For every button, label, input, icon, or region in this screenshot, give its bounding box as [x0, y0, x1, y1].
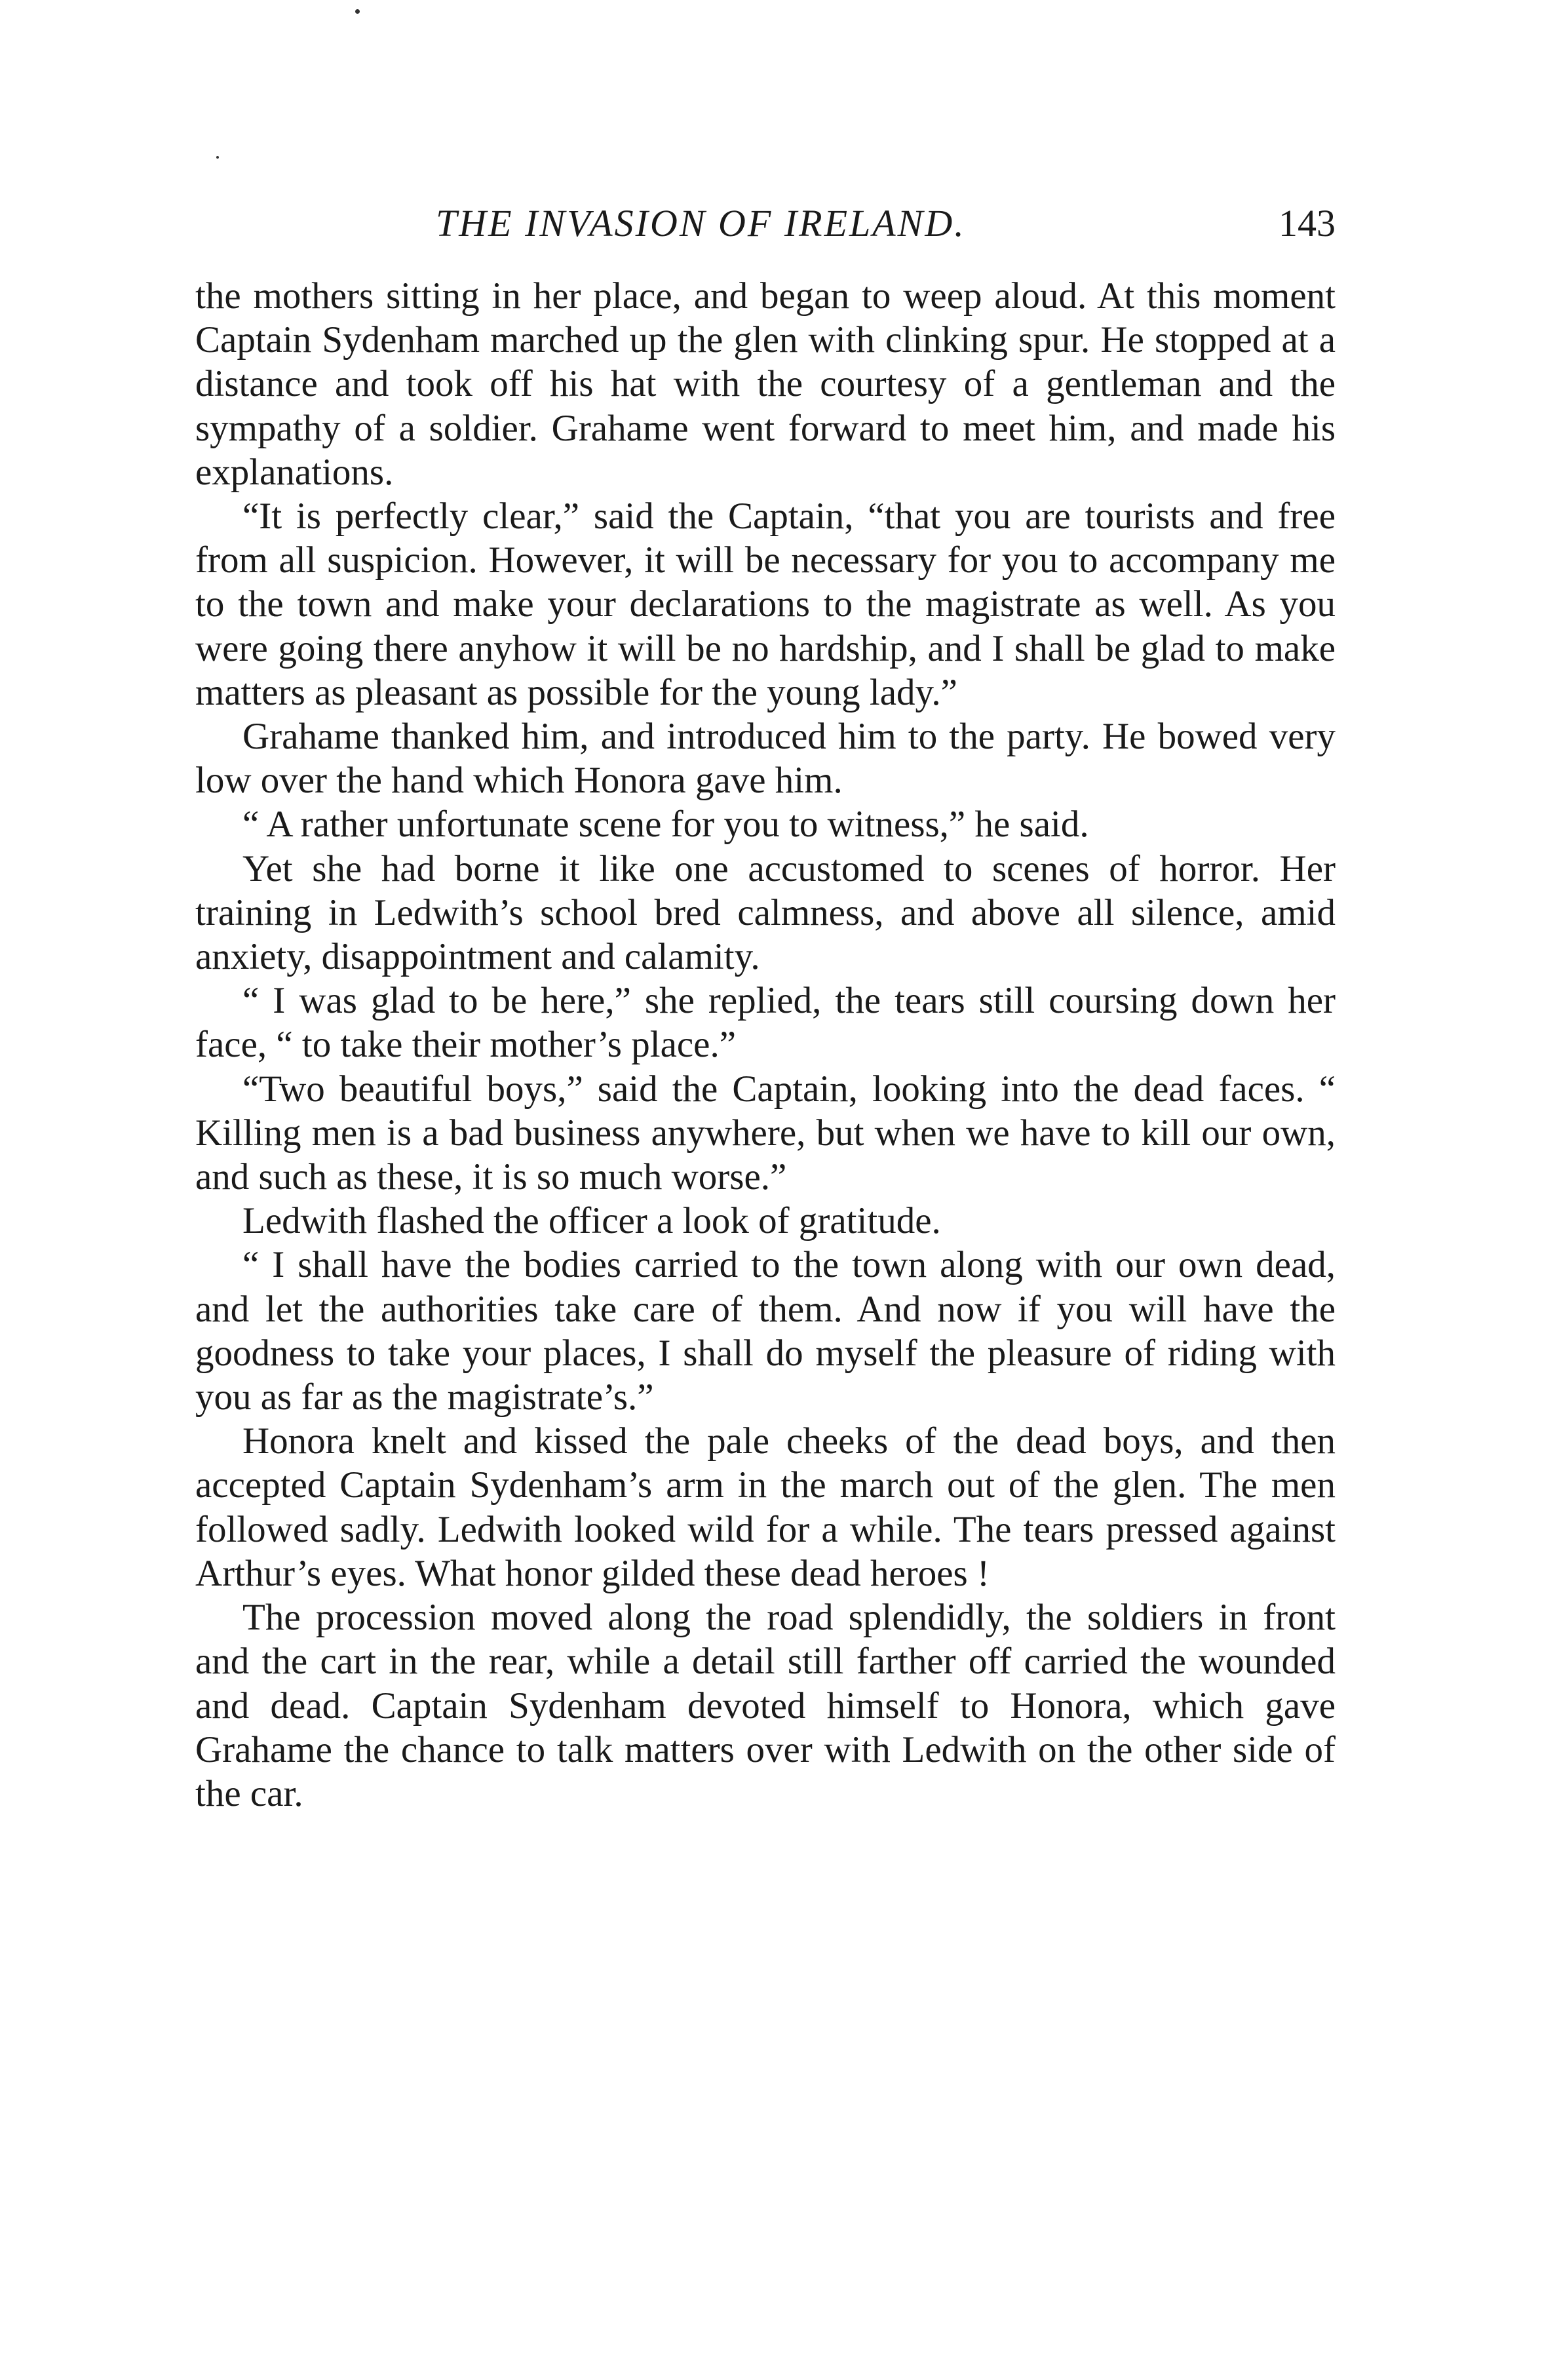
paragraph: “ I was glad to be here,” she replied, the tears still coursing down her face, “ to take their mother’s place.” [195, 980, 1336, 1066]
paragraph: “It is perfectly clear,” said the Captain, “that you are tourists and free from all suspicion. However, it will be necessary for you to accompany me to the town and make your declarations to the magistrate as well. As you were going there anyhow it will be no hardship, and I shall be glad to make matters as pleasant as possible for the young lady.” [195, 496, 1336, 713]
body-text [195, 274, 1336, 1816]
paragraph: Ledwith flashed the officer a look of gratitude. [242, 1200, 941, 1242]
paragraph: Grahame thanked him, and introduced him to the party. He bowed very low over the hand which Honora gave him. [195, 716, 1336, 802]
paragraph: “ A rather unfortunate scene for you to witness,” he said. [242, 804, 1089, 846]
running-head [195, 197, 1336, 256]
paragraph: Honora knelt and kissed the pale cheeks of the dead boys, and then accepted Captain Sydenham’s arm in the march out of the glen. The men followed sadly. Ledwith looked wild for a while. The tears pressed against Arthur’s eyes. What honor gilded these dead heroes ! [195, 1420, 1336, 1594]
paragraph: Yet she had borne it like one accustomed to scenes of horror. Her training in Ledwith’s school bred calmness, and above all silence, amid anxiety, disappointment and calamity. [195, 848, 1336, 978]
ink-speck [216, 156, 219, 159]
paragraph: “ I shall have the bodies carried to the town along with our own dead, and let the authorities take care of them. And now if you will have the goodness to take your places, I shall do myself the pleasure of riding with you as far as the magistrate’s.” [195, 1244, 1336, 1418]
ink-speck [355, 9, 360, 14]
running-title: THE INVASION OF IRELAND. [436, 202, 966, 244]
paragraph: “Two beautiful boys,” said the Captain, looking into the dead faces. “ Killing men is a bad business anywhere, but when we have to kill our own, and such as these, it is so much worse.” [195, 1068, 1336, 1198]
paragraph: The procession moved along the road splendidly, the soldiers in front and the cart in the rear, while a detail still farther off carried the wounded and dead. Captain Sydenham devoted himself to Honora, which gave Grahame the chance to talk matters over with Ledwith on the other side of the car. [195, 1597, 1336, 1814]
paragraph: the mothers sitting in her place, and began to weep aloud. At this moment Captain Sydenham marched up the glen with clinking spur. He stopped at a distance and took off his hat with the courtesy of a gentleman and the sympathy of a soldier. Grahame went forward to meet him, and made his explanations. [195, 275, 1336, 493]
page-number: 143 [1279, 202, 1336, 244]
